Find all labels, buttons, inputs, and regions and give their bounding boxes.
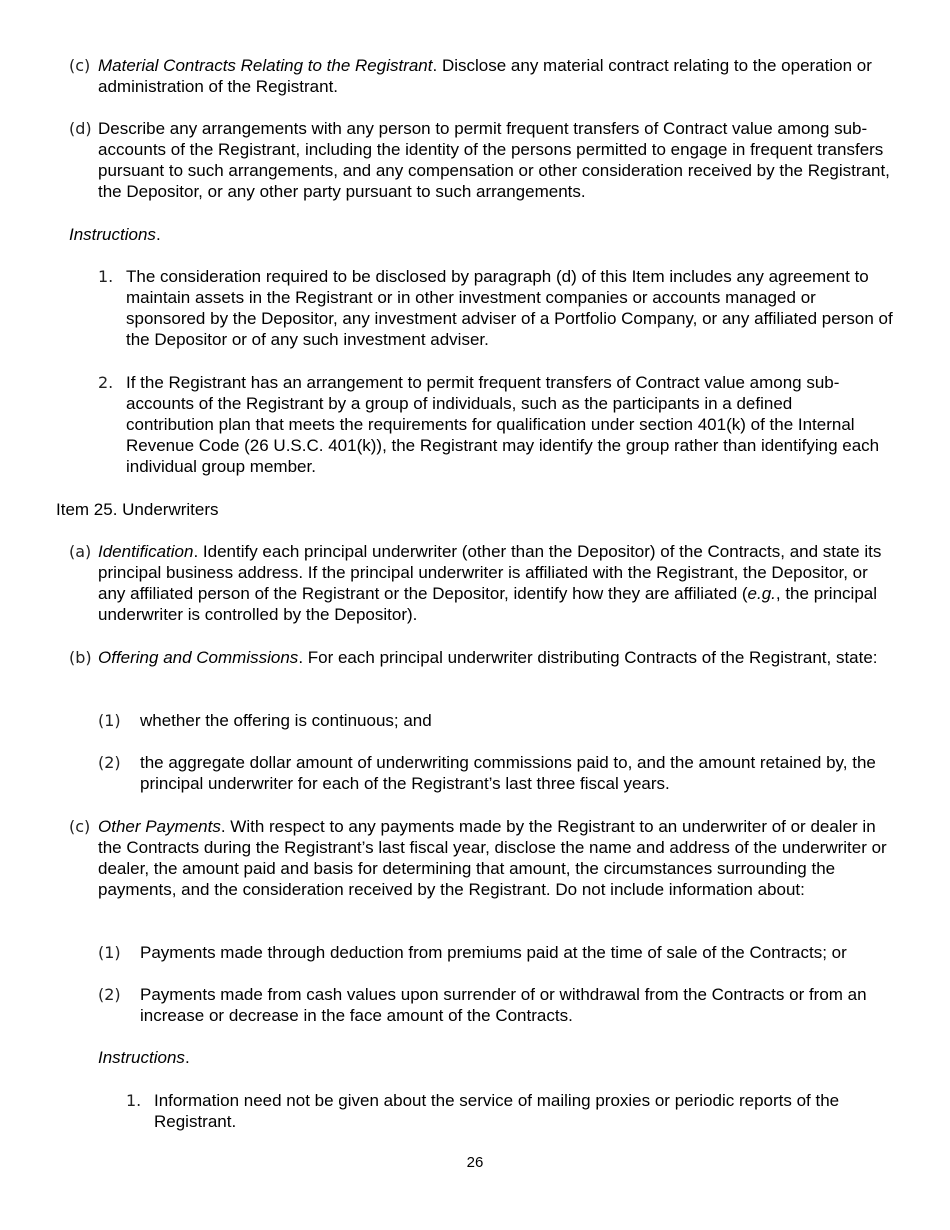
item24-c-body: . Disclose any material contract relating to the operation or administration of the Registrant.	[98, 56, 872, 96]
item25-heading: Item 25. Underwriters	[56, 500, 219, 519]
item25-b-sub1: whether the offering is continuous; and	[140, 711, 432, 730]
item25-b-title: Offering and Commissions	[98, 648, 299, 667]
item25-instructions-heading: Instructions.	[98, 1048, 190, 1067]
item25-c-sub2: Payments made from cash values upon surrender of or withdrawal from the Contracts or from an increase or decrease in the face amount of the Contracts.	[140, 985, 867, 1025]
item25-c-paragraph: Other Payments. With respect to any payments made by the Registrant to an underwriter of or dealer in the Contracts during the Registrant’s last fiscal year, disclose the name and address of the underwriter or dealer, the amount paid and basis for determining that amount, the circumstances surrounding the payments, and the consideration received by the Registrant. Do not include information about:	[98, 817, 887, 899]
item24-instruction-1: The consideration required to be disclosed by paragraph (d) of this Item includes any agreement to maintain assets in the Registrant or in other investment companies or accounts managed or sponsored by the Depositor, any investment adviser of a Portfolio Company, or any affiliated person of the Depositor or of any such investment adviser.	[126, 267, 893, 349]
item25-b-sub2-num: (2)	[98, 753, 121, 772]
item24-c-paragraph	[98, 55, 895, 97]
item25-c-sub1-num: (1)	[98, 943, 121, 962]
item25-a-paragraph: Identification. Identify each principal underwriter (other than the Depositor) of the Contracts, and state its principal business address. If the principal underwriter is affiliated with the Registrant, the Depositor, or any affiliated person of the Registrant or the Depositor, identify how they are affiliated (e.g., the principal underwriter is controlled by the Depositor).	[98, 542, 882, 624]
item25-instruction-1-num: 1.	[126, 1091, 142, 1110]
item24-d-paragraph: Describe any arrangements with any person to permit frequent transfers of Contract value among sub-accounts of the Registrant, including the identity of the persons permitted to engage in frequent transfers pursuant to such arrangements, and any compensation or other consideration received by the Registrant, the Depositor, or any other party pursuant to such arrangements.	[98, 119, 890, 201]
item25-a-eg: e.g.	[747, 584, 776, 603]
item25-c-sub1: Payments made through deduction from premiums paid at the time of sale of the Contracts; or	[140, 943, 847, 962]
item25-b-label: (b)	[69, 648, 92, 667]
item25-a-label: (a)	[69, 542, 92, 561]
item24-instruction-1-num: 1.	[98, 267, 114, 286]
item25-instruction-1: Information need not be given about the service of mailing proxies or periodic reports of the Registrant.	[154, 1091, 840, 1131]
item25-a-title: Identification	[98, 542, 194, 561]
item24-instruction-2: If the Registrant has an arrangement to permit frequent transfers of Contract value among sub-accounts of the Registrant by a group of individuals, such as the participants in a defined contribution plan that meets the requirements for qualification under section 401(k) of the Internal Revenue Code (26 U.S.C. 401(k)), the Registrant may identify the group rather than identifying each individual group member.	[126, 373, 880, 476]
item24-c-label: (c)	[69, 56, 91, 75]
item25-c-sub2-num: (2)	[98, 985, 121, 1004]
item24-instructions-heading: Instructions.	[69, 225, 161, 244]
item25-b-paragraph: Offering and Commissions. For each principal underwriter distributing Contracts of the Registrant, state:	[98, 648, 878, 667]
item25-b-sub1-num: (1)	[98, 711, 121, 730]
item25-c-title: Other Payments	[98, 817, 221, 836]
page-number: 26	[466, 1154, 484, 1171]
item24-instruction-2-num: 2.	[98, 373, 114, 392]
item24-c-title: Material Contracts Relating to the Registrant	[98, 56, 433, 75]
item25-c-label: (c)	[69, 817, 91, 836]
item25-b-sub2: the aggregate dollar amount of underwriting commissions paid to, and the amount retained by, the principal underwriter for each of the Registrant’s last three fiscal years.	[140, 753, 876, 793]
item24-d-label: (d)	[69, 119, 92, 138]
